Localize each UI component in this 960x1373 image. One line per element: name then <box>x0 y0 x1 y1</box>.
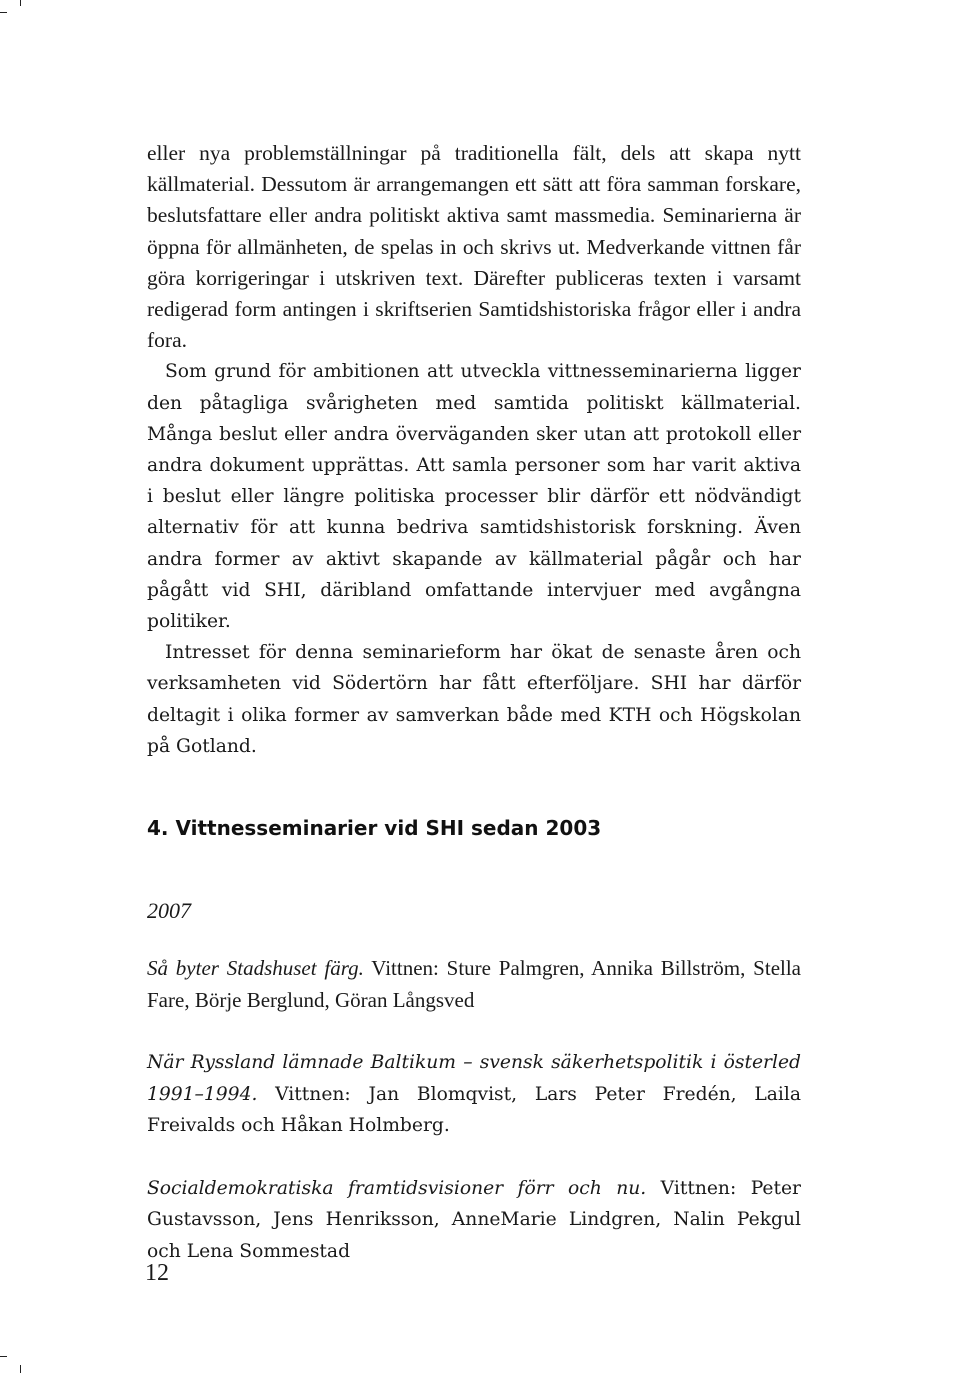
seminar-witnesses: Vittnen: Jan Blomqvist, Lars Peter Fredén, Laila Freivalds och Håkan Holmberg. <box>147 1083 801 1137</box>
seminar-title: Socialdemokratiska framtidsvisioner förr och nu. <box>147 1177 647 1199</box>
seminar-entry <box>147 953 801 1016</box>
crop-mark-top-left <box>0 12 7 13</box>
crop-mark-bottom-vertical <box>20 1365 21 1373</box>
crop-mark-top-vertical <box>20 0 21 6</box>
seminar-title: När Ryssland lämnade Baltikum – svensk säkerhetspolitik i österled 1991–1994. <box>147 1052 801 1105</box>
document-page <box>147 138 801 1267</box>
seminar-title: Så byter Stadshuset färg. <box>147 956 364 981</box>
crop-mark-bottom-left <box>0 1356 7 1357</box>
seminar-entry <box>147 1173 801 1268</box>
body-paragraph-1: eller nya problemställningar på traditionella fält, dels att skapa nytt källmaterial. Dessutom är arrangemangen ett sätt att föra samman forskare, beslutsfattare eller andra politiskt aktiva samt massmedia. Seminarierna är öppna för allmänheten, de spelas in och skrivs ut. Medverkande vittnen får göra korrigeringar i utskriven text. Därefter publiceras texten i varsamt redigerad form antingen i skriftserien Samtidshistoriska frågor eller i andra fora. <box>147 141 801 353</box>
page-number: 12 <box>145 1260 169 1286</box>
section-heading: 4. Vittnesseminarier vid SHI sedan 2003 <box>147 816 602 841</box>
seminar-entry <box>147 1047 801 1142</box>
year-label: 2007 <box>147 898 191 924</box>
body-paragraph-2: Som grund för ambitionen att utveckla vittnesseminarierna ligger den påtagliga svårigheten med samtida politiskt källmaterial. Många beslut eller andra överväganden sker utan att protokoll eller andra dokument upprättas. Att samla personer som har varit aktiva i beslut eller längre politiska processer blir därför ett nödvändigt alternativ för att kunna bedriva samtidshistorisk forskning. Även andra former av aktivt skapande av källmaterial pågår och har pågått vid SHI, däribland omfattande intervjuer med avgångna politiker. <box>147 361 801 633</box>
seminar-witnesses: Vittnen: Peter Gustavsson, Jens Henriksson, AnneMarie Lindgren, Nalin Pekgul och Lena Sommestad <box>147 1177 801 1262</box>
body-paragraph-3: Intresset för denna seminarieform har ökat de senaste åren och verksamheten vid Södertörn har fått efterföljare. SHI har därför deltagit i olika former av samverkan både med KTH och Högskolan på Gotland. <box>147 642 801 757</box>
seminar-witnesses: Vittnen: Sture Palmgren, Annika Billström, Stella Fare, Börje Berglund, Göran Långsved <box>147 956 802 1012</box>
